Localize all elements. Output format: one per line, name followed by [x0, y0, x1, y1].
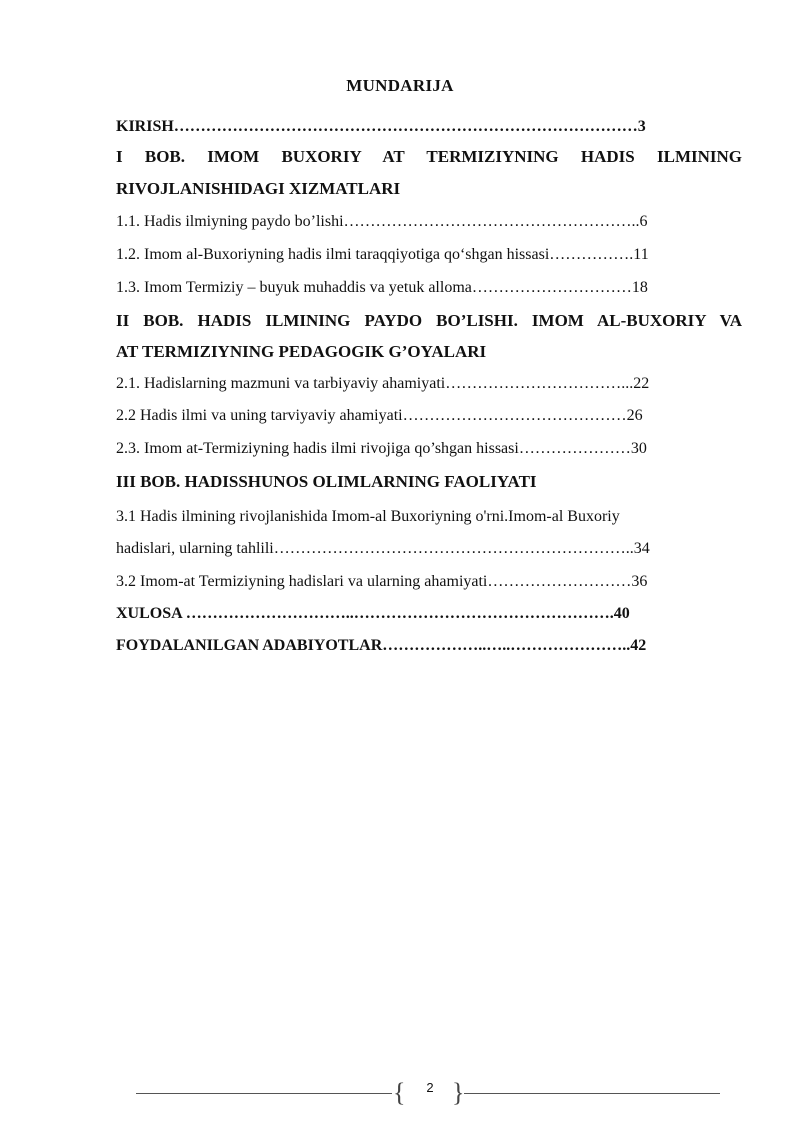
toc-entry-2-1: 2.1. Hadislarning mazmuni va tarbiyaviy ahamiyati……………………………...22 [116, 375, 650, 392]
toc-chapter-2-line-1: II BOB. HADIS ILMINING PAYDO BO’LISHI. IMOM AL-BUXORIY VA [116, 311, 742, 330]
toc-entry-references: FOYDALANILGAN ADABIYOTLAR………………..…..…………………..42 [116, 637, 647, 654]
toc-chapter-1-line-1: I BOB. IMOM BUXORIY AT TERMIZIYNING HADIS ILMINING [116, 147, 742, 166]
toc-entry-2-2: 2.2 Hadis ilmi va uning tarviyaviy ahamiyati……………………………………26 [116, 407, 643, 424]
page-number: 2 [426, 1080, 434, 1095]
toc-entry-conclusion: XULOSA …………………………..………………………………………….40 [116, 605, 630, 622]
toc-entry-3-1-line-2: hadislari, ularning tahlili…………………………………………………………..34 [116, 540, 650, 557]
toc-entry-2-3: 2.3. Imom at-Termiziyning hadis ilmi rivojiga qo’shgan hissasi…………………30 [116, 440, 647, 457]
toc-chapter-1-line-2: RIVOJLANISHIDAGI XIZMATLARI [116, 179, 401, 198]
toc-entry-3-1-line-1: 3.1 Hadis ilmining rivojlanishida Imom-al Buxoriyning o'rni.Imom-al Buxoriy [116, 508, 620, 525]
footer-rule-left [136, 1093, 392, 1094]
toc-chapter-3: III BOB. HADISSHUNOS OLIMLARNING FAOLIYATI [116, 472, 537, 491]
footer-rule-right [464, 1093, 720, 1094]
toc-chapter-2-line-2: AT TERMIZIYNING PEDAGOGIK G’OYALARI [116, 342, 487, 361]
footer-bracket-left: { [393, 1078, 406, 1107]
toc-entry-intro: KIRISH……………………………………………………………………………3 [116, 118, 646, 135]
page-title: MUNDARIJA [346, 76, 454, 95]
toc-entry-1-3: 1.3. Imom Termiziy – buyuk muhaddis va yetuk alloma…………………………18 [116, 279, 648, 296]
footer-bracket-right: } [452, 1078, 465, 1107]
toc-entry-3-2: 3.2 Imom-at Termiziyning hadislari va ularning ahamiyati………………………36 [116, 573, 648, 590]
toc-entry-1-2: 1.2. Imom al-Buxoriyning hadis ilmi taraqqiyotiga qo‘shgan hissasi…………….11 [116, 246, 649, 263]
toc-entry-1-1: 1.1. Hadis ilmiyning paydo bo’lishi………………………………………………..6 [116, 213, 648, 230]
